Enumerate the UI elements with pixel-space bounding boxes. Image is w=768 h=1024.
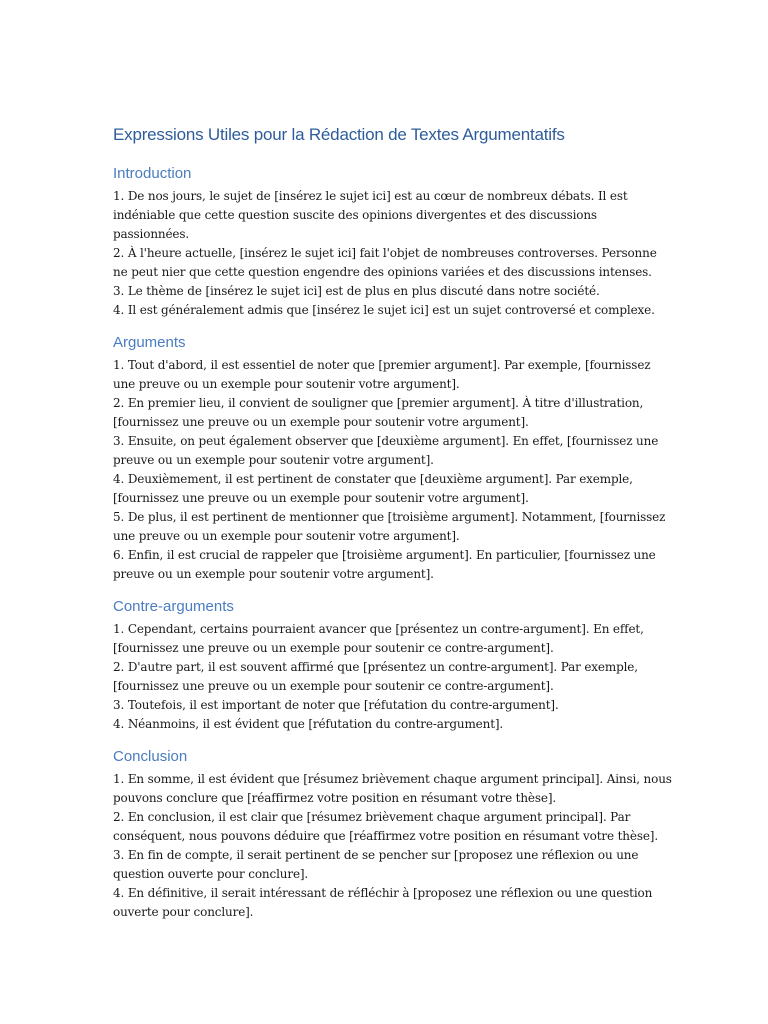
conclusion-item-3: 3. En fin de compte, il serait pertinent de se pencher sur [proposez une réflexion ou une question ouverte pour conclure]. (113, 848, 639, 881)
arguments-item-2: 2. En premier lieu, il convient de souligner que [premier argument]. À titre d'illustration, [fournissez une preuve ou un exemple pour soutenir votre argument]. (113, 396, 644, 429)
introduction-item-1: 1. De nos jours, le sujet de [insérez le sujet ici] est au cœur de nombreux débats. Il est indéniable que cette question suscite des opinions divergentes et des discussions passionnées. (113, 189, 628, 241)
introduction-item-2: 2. À l'heure actuelle, [insérez le sujet ici] fait l'objet de nombreuses controverses. Personne ne peut nier que cette question engendre des opinions variées et des discussions intenses. (113, 246, 657, 279)
section-arguments (113, 333, 673, 584)
section-conclusion (113, 747, 673, 922)
arguments-item-5: 5. De plus, il est pertinent de mentionner que [troisième argument]. Notamment, [fournissez une preuve ou un exemple pour soutenir votre argument]. (113, 510, 666, 543)
conclusion-item-4: 4. En définitive, il serait intéressant de réfléchir à [proposez une réflexion ou une question ouverte pour conclure]. (113, 886, 653, 919)
arguments-item-6: 6. Enfin, il est crucial de rappeler que [troisième argument]. En particulier, [fournissez une preuve ou un exemple pour soutenir votre argument]. (113, 548, 656, 581)
document-page (113, 123, 673, 935)
contre-arguments-item-2: 2. D'autre part, il est souvent affirmé que [présentez un contre-argument]. Par exemple, [fournissez une preuve ou un exemple pour soutenir ce contre-argument]. (113, 660, 638, 693)
introduction-item-4: 4. Il est généralement admis que [insérez le sujet ici] est un sujet controversé et complexe. (113, 303, 655, 317)
arguments-item-4: 4. Deuxièmement, il est pertinent de constater que [deuxième argument]. Par exemple, [fournissez une preuve ou un exemple pour soutenir votre argument]. (113, 472, 633, 505)
section-introduction (113, 164, 673, 320)
contre-arguments-item-3: 3. Toutefois, il est important de noter que [réfutation du contre-argument]. (113, 698, 559, 712)
introduction-item-3: 3. Le thème de [insérez le sujet ici] est de plus en plus discuté dans notre société. (113, 284, 600, 298)
section-heading-arguments: Arguments (113, 334, 186, 351)
conclusion-item-2: 2. En conclusion, il est clair que [résumez brièvement chaque argument principal]. Par conséquent, nous pouvons déduire que [réaffirmez votre position en résumant votre thèse]. (113, 810, 658, 843)
page-title: Expressions Utiles pour la Rédaction de Textes Argumentatifs (113, 125, 565, 144)
section-contre-arguments (113, 597, 673, 734)
arguments-item-3: 3. Ensuite, on peut également observer que [deuxième argument]. En effet, [fournissez une preuve ou un exemple pour soutenir votre argument]. (113, 434, 659, 467)
contre-arguments-item-1: 1. Cependant, certains pourraient avancer que [présentez un contre-argument]. En effet, [fournissez une preuve ou un exemple pour soutenir ce contre-argument]. (113, 622, 644, 655)
section-heading-conclusion: Conclusion (113, 748, 188, 765)
conclusion-item-1: 1. En somme, il est évident que [résumez brièvement chaque argument principal]. Ainsi, nous pouvons conclure que [réaffirmez votre position en résumant votre thèse]. (113, 772, 672, 805)
section-heading-introduction: Introduction (113, 165, 192, 182)
section-heading-contre-arguments: Contre-arguments (113, 598, 234, 615)
contre-arguments-item-4: 4. Néanmoins, il est évident que [réfutation du contre-argument]. (113, 717, 504, 731)
arguments-item-1: 1. Tout d'abord, il est essentiel de noter que [premier argument]. Par exemple, [fournissez une preuve ou un exemple pour soutenir votre argument]. (113, 358, 651, 391)
